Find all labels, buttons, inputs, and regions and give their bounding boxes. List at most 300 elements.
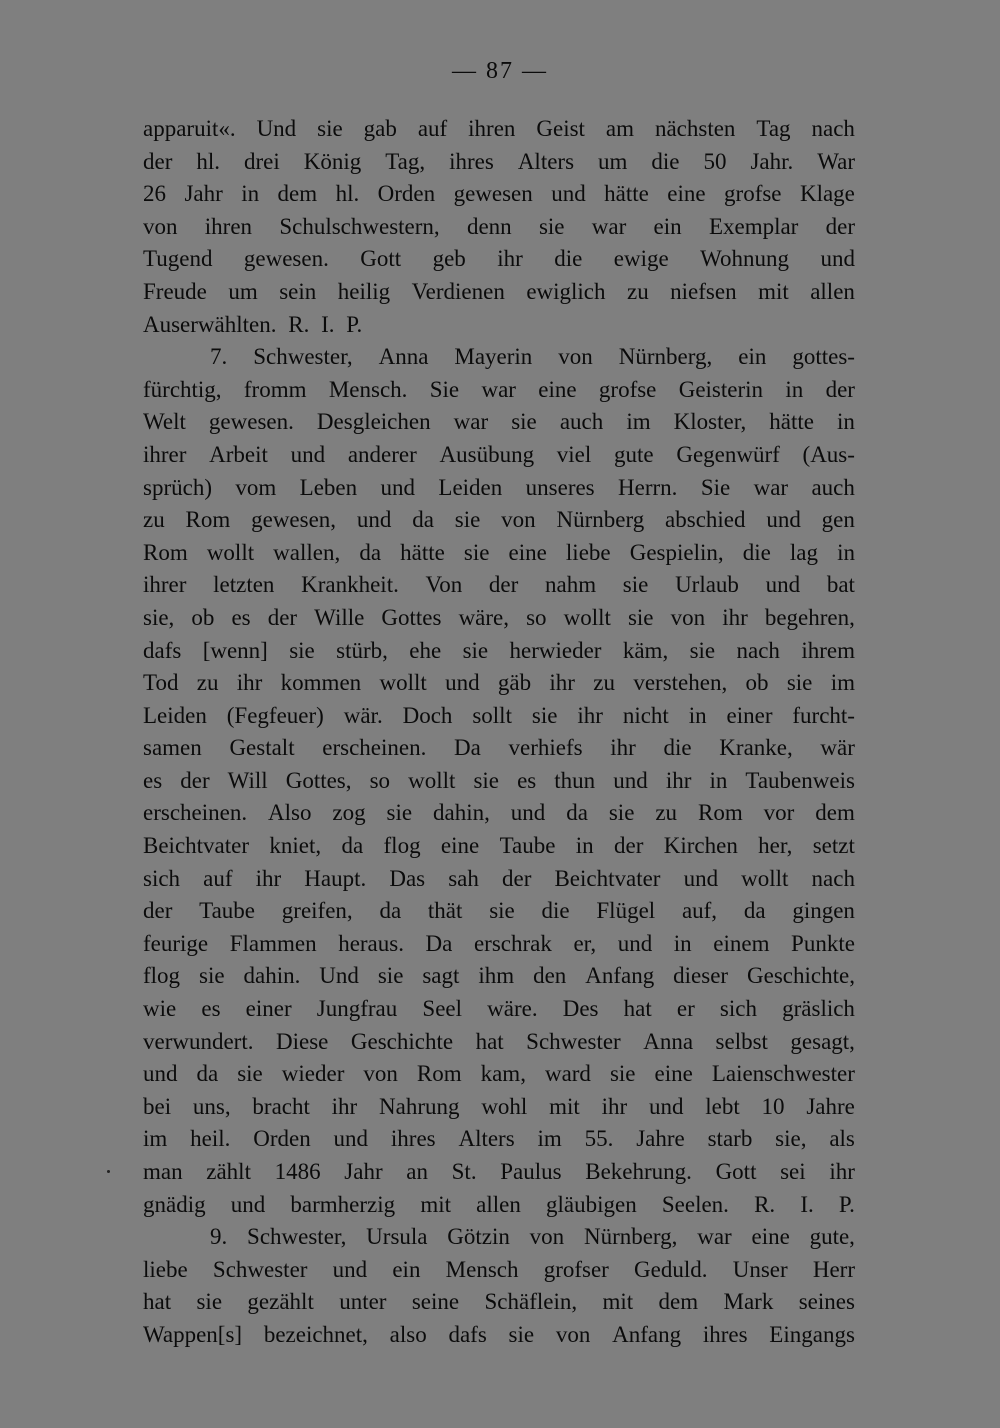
word: und	[820, 246, 855, 272]
word: und	[445, 670, 480, 696]
word: St.	[451, 1159, 477, 1184]
word: es	[201, 996, 221, 1022]
word: Klage	[799, 181, 855, 207]
word: Desgleichen	[316, 409, 431, 435]
word: Flügel	[596, 898, 656, 924]
word: nächsten	[654, 116, 736, 141]
word: in	[673, 930, 692, 956]
word: sich	[143, 865, 181, 891]
word: 55.	[584, 1126, 614, 1152]
word: I.	[800, 1191, 814, 1217]
word: im	[626, 409, 651, 435]
word: erscheinen.	[322, 735, 427, 761]
word: zu	[655, 800, 678, 826]
word: 50	[703, 148, 727, 174]
text-line	[143, 928, 855, 961]
word: her,	[758, 833, 793, 859]
word: eine	[667, 181, 706, 207]
word: zu	[593, 670, 616, 696]
text-line	[143, 537, 855, 570]
word: der	[488, 572, 519, 598]
margin-mark	[107, 1170, 110, 1173]
word: grofse	[598, 376, 657, 402]
word: der	[825, 376, 855, 402]
word: im	[537, 1126, 562, 1152]
word: sie	[237, 1061, 263, 1087]
text-line	[143, 406, 855, 439]
word: ihres	[702, 1321, 748, 1347]
word: Laienschwester	[711, 1061, 855, 1087]
word: Unser	[732, 1256, 788, 1282]
word: nach	[811, 865, 855, 891]
word: unter	[339, 1289, 387, 1315]
word: setzt	[812, 833, 855, 859]
word: Rom	[697, 800, 743, 826]
word: sie	[289, 637, 315, 663]
word: Seelen.	[661, 1191, 729, 1217]
word: hätte	[769, 409, 814, 435]
word: dahin,	[433, 800, 490, 826]
word: und	[683, 865, 719, 891]
word: gewesen	[453, 181, 533, 207]
word: Anfang	[612, 1321, 682, 1347]
word: Götzin	[447, 1224, 510, 1250]
word: ehe	[409, 637, 442, 663]
word: dafs	[448, 1321, 487, 1347]
word: sie	[377, 963, 404, 989]
word: sie,	[775, 1126, 807, 1152]
word: Nürnberg,	[618, 344, 713, 370]
word: ihr	[549, 670, 575, 696]
word: Jahr	[344, 1159, 383, 1184]
word: eine	[751, 1224, 790, 1250]
word: seines	[798, 1289, 855, 1315]
text-line	[143, 1026, 855, 1059]
word: Geisterin	[678, 376, 764, 402]
word: nahm	[544, 572, 597, 598]
word: heilig	[337, 278, 391, 304]
word: bat	[826, 572, 855, 598]
word: nach	[736, 637, 780, 663]
word: flog	[383, 833, 421, 859]
text-line	[143, 1091, 855, 1124]
word: unseres	[525, 474, 595, 500]
word: Schäflein,	[484, 1289, 578, 1315]
word: da	[566, 800, 588, 826]
word: Will	[227, 767, 268, 793]
word: Das	[389, 865, 426, 891]
word: sich	[719, 996, 757, 1022]
word: sie	[489, 898, 515, 924]
word: I.	[321, 311, 335, 337]
word: Gott	[715, 1159, 757, 1184]
word: die	[742, 539, 771, 565]
word: Leiden	[438, 474, 503, 500]
text-line	[143, 472, 855, 505]
word: sie	[627, 604, 654, 630]
word: war	[753, 474, 789, 500]
word: um	[598, 148, 628, 174]
word: hat	[475, 1028, 504, 1054]
word: viel	[556, 441, 592, 467]
word: kam,	[480, 1061, 526, 1087]
word: Gestalt	[229, 735, 295, 761]
word: gesagt,	[790, 1028, 855, 1054]
word: der	[501, 865, 532, 891]
word: Diese	[276, 1028, 329, 1054]
word: da	[359, 539, 382, 565]
word: war	[591, 213, 627, 239]
word: so	[526, 604, 547, 630]
word: ein	[392, 1256, 421, 1282]
word: thun	[554, 767, 596, 793]
word: wär	[820, 735, 855, 761]
word: drei	[243, 148, 280, 174]
word: 9.	[210, 1224, 228, 1250]
word: Gegenwürf	[676, 441, 780, 467]
word: Anna	[643, 1028, 694, 1054]
word: Geschichte,	[747, 963, 855, 989]
word: der	[180, 767, 210, 793]
word: von	[143, 213, 178, 239]
word: mit	[758, 278, 789, 304]
word: sie	[454, 507, 481, 533]
word: Leiden	[143, 702, 207, 728]
word: Mensch	[445, 1256, 519, 1282]
word: grofser	[543, 1256, 609, 1282]
word: gläubigen	[546, 1191, 637, 1217]
word: Rom	[143, 539, 188, 565]
word: sie	[199, 963, 225, 989]
word: vor	[763, 800, 795, 826]
word: kommen	[280, 670, 362, 696]
word: sie	[531, 702, 558, 728]
word: Sie	[429, 376, 460, 402]
word: hätte	[400, 539, 445, 565]
word: Eingangs	[769, 1321, 855, 1347]
word: ewige	[613, 246, 669, 272]
word: da	[743, 898, 766, 924]
text-line	[143, 797, 855, 830]
word: seine	[411, 1289, 460, 1315]
word: mit	[549, 1093, 580, 1119]
word: Des	[562, 996, 599, 1022]
text-line	[143, 439, 855, 472]
word: so	[369, 767, 391, 793]
word: wollt	[563, 604, 611, 630]
text-line	[143, 863, 855, 896]
word: barmherzig	[290, 1191, 396, 1217]
word: Rom	[185, 507, 231, 533]
word: im	[143, 1126, 168, 1152]
word: grofse	[724, 181, 782, 207]
word: Da	[425, 930, 453, 956]
word: Beichtvater	[143, 833, 250, 859]
word: verwundert.	[143, 1028, 254, 1054]
word: ihres	[390, 1126, 436, 1152]
word: wohl	[481, 1093, 528, 1119]
word: der	[143, 898, 173, 924]
word: bracht	[252, 1093, 310, 1119]
text-line	[143, 602, 855, 635]
word: niefsen	[670, 278, 737, 304]
word: ihrer	[143, 572, 187, 598]
word: ihr	[236, 670, 263, 696]
word: P.	[838, 1191, 855, 1217]
word: zog	[332, 800, 366, 826]
word: ihr	[497, 246, 523, 272]
word: Taube	[499, 833, 556, 859]
word: 26	[143, 181, 166, 207]
word: sie	[386, 800, 413, 826]
text-line	[143, 243, 855, 276]
word: gnädig	[143, 1191, 206, 1217]
word: Seel	[422, 996, 463, 1022]
word: kniet,	[269, 833, 322, 859]
body-text	[143, 113, 855, 1352]
word: da	[341, 833, 364, 859]
word: ihr	[722, 604, 748, 630]
word: Gott	[360, 246, 402, 272]
word: Tag	[756, 116, 791, 141]
word: nicht	[622, 702, 669, 728]
word: denn	[466, 213, 512, 239]
word: gezählt	[247, 1289, 314, 1315]
word: Auserwählten.	[143, 311, 277, 337]
word: gute	[614, 441, 654, 467]
word: verhiefs	[508, 735, 583, 761]
word: wollt	[408, 767, 456, 793]
word: fürchtig,	[143, 376, 222, 402]
word: der	[143, 148, 173, 174]
word: Paulus	[500, 1159, 562, 1184]
word: in	[575, 833, 594, 859]
word: gute,	[809, 1224, 855, 1250]
word: Welt	[143, 409, 186, 435]
word: sie	[786, 670, 813, 696]
word: auch	[559, 409, 604, 435]
word: ein	[653, 213, 682, 239]
word: R.	[288, 311, 310, 337]
word: sie	[196, 1289, 223, 1315]
word: apparuit«.	[143, 116, 236, 141]
word: erscheinen.	[143, 800, 248, 826]
word: Wappen[s]	[143, 1321, 243, 1347]
word: Wohnung	[700, 246, 790, 272]
text-line	[143, 667, 855, 700]
word: von	[670, 604, 706, 630]
word: sprüch)	[143, 474, 212, 500]
word: ihm	[478, 963, 515, 989]
word: sie	[538, 213, 565, 239]
word: Jahr.	[750, 148, 794, 174]
word: auf	[417, 116, 448, 141]
word: der	[825, 213, 855, 239]
word: ihrem	[801, 637, 855, 663]
word: hl.	[335, 181, 360, 207]
word: die	[663, 735, 692, 761]
word: samen	[143, 735, 202, 761]
word: Bekehrung.	[585, 1159, 692, 1184]
word: in	[688, 702, 707, 728]
word: ihr	[577, 702, 603, 728]
word: Gottes	[381, 604, 442, 630]
word: Schwester,	[247, 1224, 347, 1250]
text-line	[143, 895, 855, 928]
word: sie	[473, 767, 499, 793]
word: Taube	[199, 898, 256, 924]
word: eine	[440, 833, 480, 859]
word: verstehen,	[633, 670, 728, 696]
word: Verdienen	[411, 278, 505, 304]
text-line	[143, 765, 855, 798]
word: Kloster,	[673, 409, 747, 435]
text-line	[143, 1058, 855, 1091]
word: Mark	[723, 1289, 774, 1315]
word: sei	[780, 1159, 806, 1184]
word: herwieder	[509, 637, 602, 663]
word: sie	[622, 572, 649, 598]
word: und	[765, 572, 801, 598]
word: zu	[143, 507, 165, 533]
word: 10	[761, 1093, 785, 1119]
word: Jungfrau	[316, 996, 398, 1022]
word: Leben	[299, 474, 358, 500]
word: feurige	[143, 930, 209, 956]
word: Freude	[143, 278, 207, 304]
page-number: — 87 —	[452, 58, 548, 84]
word: da	[196, 1061, 219, 1087]
word: Gespielin,	[629, 539, 724, 565]
word: einer	[726, 702, 773, 728]
word: 1486	[274, 1159, 321, 1184]
word: wäre,	[458, 604, 509, 630]
word: Arbeit	[209, 441, 268, 467]
word: am	[605, 116, 634, 141]
word: und	[143, 1061, 178, 1087]
text-line	[143, 146, 855, 179]
word: ihr	[601, 1093, 628, 1119]
word: ihres	[449, 148, 494, 174]
word: sie	[511, 409, 537, 435]
word: Punkte	[791, 930, 855, 956]
word: ein	[738, 344, 767, 370]
word: ihr	[331, 1093, 358, 1119]
word: sie	[463, 539, 490, 565]
word: gottes-	[792, 344, 855, 370]
word: dahin.	[243, 963, 301, 989]
word: sollt	[472, 702, 512, 728]
word: heil.	[190, 1126, 231, 1152]
word: letzten	[213, 572, 275, 598]
word: sie	[317, 116, 343, 141]
text-line	[143, 374, 855, 407]
word: ihr	[829, 1159, 855, 1184]
text-line	[143, 276, 855, 309]
word: da	[379, 898, 402, 924]
word: Beichtvater	[554, 865, 661, 891]
word: hat	[623, 996, 652, 1022]
text-line	[143, 341, 855, 374]
word: Wille	[314, 604, 365, 630]
word: im	[830, 670, 855, 696]
word: gingen	[792, 898, 855, 924]
word: allen	[476, 1191, 521, 1217]
word: nach	[811, 116, 855, 141]
word: Anfang	[585, 963, 655, 989]
word: Von	[425, 572, 463, 598]
word: dem	[815, 800, 855, 826]
word: Gottes,	[285, 767, 352, 793]
word: Geduld.	[634, 1256, 708, 1282]
word: von	[363, 1061, 398, 1087]
word: war	[453, 409, 489, 435]
word: Flammen	[229, 930, 317, 956]
word: die	[541, 898, 570, 924]
word: und	[290, 441, 326, 467]
word: hätte	[604, 181, 649, 207]
word: und	[766, 507, 801, 533]
word: allen	[810, 278, 855, 304]
word: thät	[427, 898, 463, 924]
word: hl.	[196, 148, 220, 174]
word: 7.	[210, 344, 228, 370]
word: von	[558, 344, 593, 370]
word: uns,	[192, 1093, 231, 1119]
word: lebt	[705, 1093, 740, 1119]
word: wäre.	[487, 996, 538, 1022]
word: selbst	[715, 1028, 768, 1054]
word: Doch	[402, 702, 453, 728]
word: fromm	[243, 376, 307, 402]
word: ihren	[468, 116, 516, 141]
word: (Aus-	[802, 441, 855, 467]
word: dafs	[143, 637, 182, 663]
word: bei	[143, 1093, 172, 1119]
word: Tod	[143, 670, 179, 696]
word: der	[267, 604, 298, 630]
text-line	[143, 830, 855, 863]
word: die	[554, 246, 583, 272]
word: Orden	[253, 1126, 311, 1152]
word: käm,	[622, 637, 669, 663]
text-line	[143, 1156, 855, 1189]
word: ob	[745, 670, 769, 696]
word: auch	[811, 474, 855, 500]
text-line	[143, 960, 855, 993]
word: der	[614, 833, 644, 859]
word: sie,	[143, 604, 175, 630]
word: Schwester,	[253, 344, 353, 370]
text-line	[143, 993, 855, 1026]
word: Da	[454, 735, 481, 761]
word: ob	[191, 604, 215, 630]
word: ihrer	[143, 441, 187, 467]
word: Rom	[416, 1061, 462, 1087]
word: in	[837, 539, 855, 565]
word: ihr	[255, 865, 282, 891]
word: Herr	[812, 1256, 855, 1282]
text-line	[143, 178, 855, 211]
text-line	[143, 1221, 855, 1254]
word: Tag,	[385, 148, 426, 174]
word: wollt	[379, 670, 427, 696]
word: sie	[462, 637, 489, 663]
text-line	[143, 1189, 855, 1222]
word: gewesen.	[243, 246, 329, 272]
word: von	[501, 507, 536, 533]
word: liebe	[143, 1256, 188, 1282]
